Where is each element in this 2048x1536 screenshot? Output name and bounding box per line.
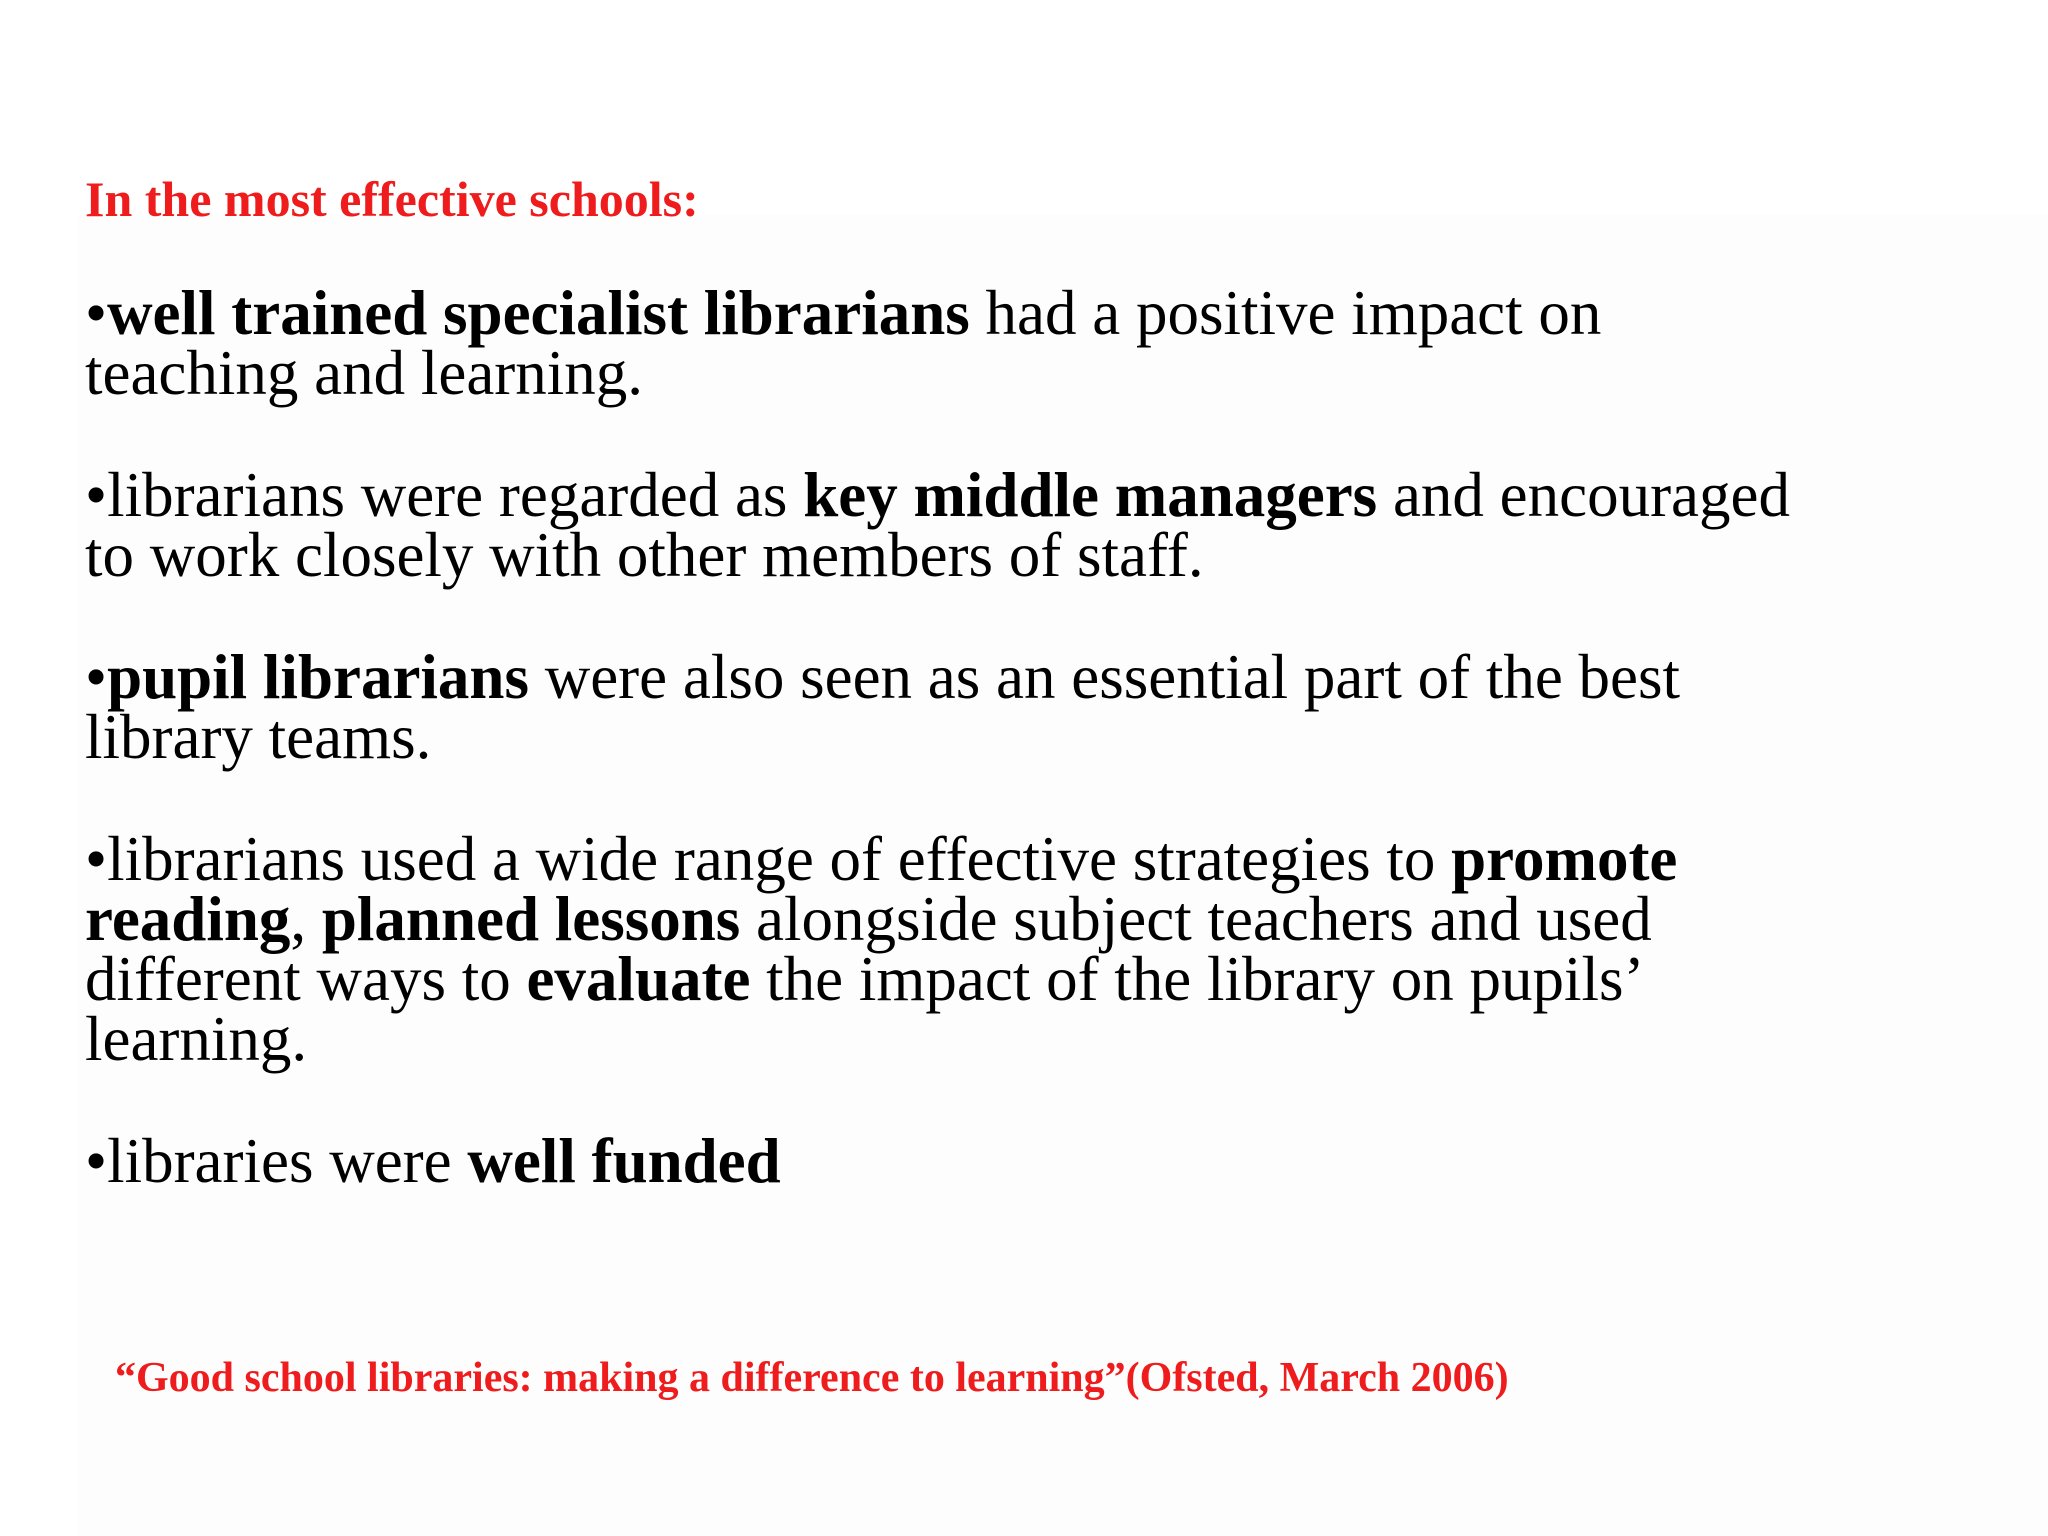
- bullet-line: [85, 278, 1985, 348]
- bullet-line: [85, 702, 1985, 772]
- bullet-line: [85, 1004, 1985, 1074]
- bullet-line: [85, 884, 1985, 954]
- bullet-emphasis: key middle managers: [803, 460, 1378, 530]
- bullet-text: to work closely with other members of staff.: [85, 520, 1204, 590]
- bullet-text: alongside subject teachers and used: [740, 884, 1652, 954]
- source-citation: “Good school libraries: making a difference to learning”(Ofsted, March 2006): [115, 1355, 1509, 1401]
- bullet-marker: •: [85, 278, 108, 348]
- bullet-text: the impact of the library on pupils’: [750, 944, 1645, 1014]
- bullet-marker: •: [85, 460, 108, 530]
- bullet-specialist-librarians: [85, 278, 1985, 408]
- bullet-text: librarians were regarded as: [107, 460, 804, 530]
- bullet-text: libraries were: [107, 1126, 468, 1196]
- slide-heading: In the most effective schools:: [85, 171, 699, 227]
- bullet-strategies: [85, 824, 1985, 1074]
- bullet-emphasis: promote: [1451, 824, 1678, 894]
- bullet-line: [85, 1126, 1985, 1196]
- bullet-line: [85, 944, 1985, 1014]
- bullet-text: had a positive impact on: [969, 278, 1602, 348]
- bullet-emphasis: well funded: [467, 1126, 781, 1196]
- bullet-emphasis: reading: [85, 884, 291, 954]
- bullet-list: [85, 278, 1985, 1196]
- bullet-text: teaching and learning.: [85, 338, 644, 408]
- bullet-emphasis: evaluate: [526, 944, 751, 1014]
- bullet-text: library teams.: [85, 702, 432, 772]
- bullet-emphasis: pupil librarians: [107, 642, 529, 712]
- bullet-text: were also seen as an essential part of the best: [528, 642, 1681, 712]
- bullet-text: librarians used a wide range of effective strategies to: [107, 824, 1452, 894]
- bullet-text: and encouraged: [1377, 460, 1790, 530]
- bullet-line: [85, 642, 1985, 712]
- bullet-well-funded: [85, 1126, 1985, 1196]
- bullet-marker: •: [85, 1126, 108, 1196]
- bullet-line: [85, 824, 1985, 894]
- bullet-line: [85, 520, 1985, 590]
- bullet-marker: •: [85, 824, 108, 894]
- bullet-line: [85, 338, 1985, 408]
- bullet-line: [85, 460, 1985, 530]
- bullet-marker: •: [85, 642, 108, 712]
- bullet-emphasis: well trained specialist librarians: [107, 278, 970, 348]
- bullet-text: ,: [290, 884, 322, 954]
- bullet-text: learning.: [85, 1004, 308, 1074]
- bullet-emphasis: planned lessons: [321, 884, 741, 954]
- bullet-text: different ways to: [85, 944, 527, 1014]
- bullet-pupil-librarians: [85, 642, 1985, 772]
- bullet-middle-managers: [85, 460, 1985, 590]
